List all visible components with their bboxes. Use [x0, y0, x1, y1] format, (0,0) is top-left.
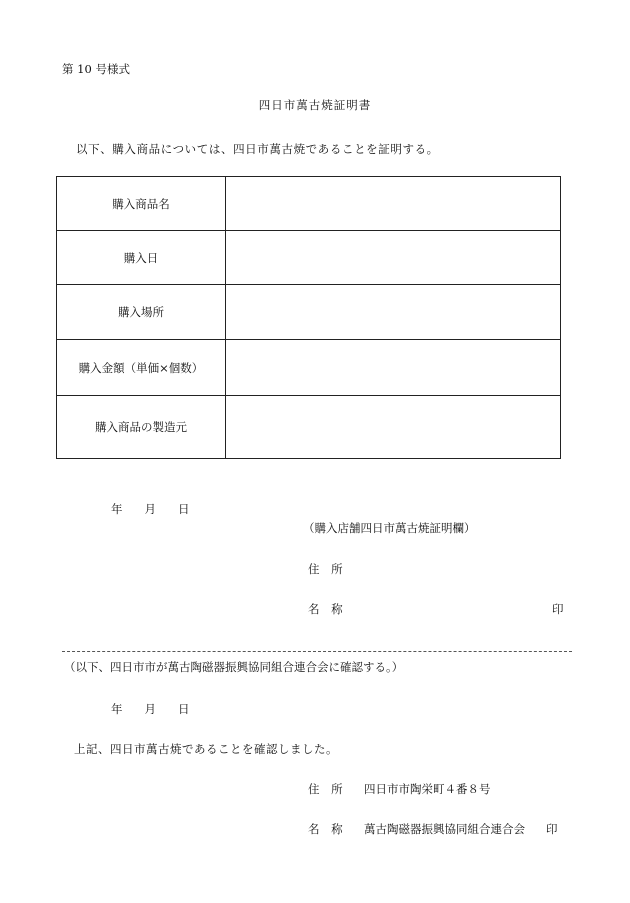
confirmation-date-line	[111, 704, 190, 716]
month-label: 月	[144, 702, 156, 716]
shop-name-label: 名 称	[308, 602, 347, 616]
confirmation-name-value: 萬古陶磁器振興協同組合連合会	[364, 822, 525, 836]
year-label: 年	[111, 702, 123, 716]
section-divider	[62, 651, 572, 652]
row-label: 購入金額（単価×個数）	[57, 340, 226, 396]
table-row-purchase-amount	[57, 340, 561, 396]
month-label: 月	[144, 502, 156, 516]
confirmation-address-label: 住 所	[308, 782, 347, 796]
row-label: 購入商品名	[57, 177, 226, 231]
day-label: 日	[178, 502, 190, 516]
manufacturer-field[interactable]	[226, 396, 561, 459]
shop-address-label: 住 所	[308, 562, 347, 576]
table-row-purchase-date	[57, 231, 561, 285]
confirmation-seal-mark: 印	[546, 822, 558, 836]
confirmation-text: 上記、四日市萬古焼であることを確認しました。	[74, 742, 338, 756]
shop-section-caption: （購入店舗四日市萬古焼証明欄）	[303, 521, 476, 535]
table-row-purchase-place	[57, 285, 561, 340]
confirmation-address-value: 四日市市陶栄町４番８号	[364, 782, 491, 796]
purchase-date-field[interactable]	[226, 231, 561, 285]
confirmation-note: （以下、四日市市が萬古陶磁器振興協同組合連合会に確認する。）	[64, 660, 404, 674]
purchase-amount-field[interactable]	[226, 340, 561, 396]
table-row-product-name	[57, 177, 561, 231]
row-label: 購入場所	[57, 285, 226, 340]
shop-date-line	[111, 504, 190, 516]
form-number: 第 10 号様式	[62, 62, 130, 76]
row-label: 購入日	[57, 231, 226, 285]
document-title: 四日市萬古焼証明書	[258, 98, 372, 112]
confirmation-name-label: 名 称	[308, 822, 347, 836]
shop-seal-mark: 印	[552, 602, 564, 616]
year-label: 年	[111, 502, 123, 516]
table-row-manufacturer	[57, 396, 561, 459]
row-label: 購入商品の製造元	[57, 396, 226, 459]
purchase-place-field[interactable]	[226, 285, 561, 340]
product-name-field[interactable]	[226, 177, 561, 231]
intro-text: 以下、購入商品については、四日市萬古焼であることを証明する。	[76, 142, 439, 156]
certificate-table	[56, 176, 561, 459]
day-label: 日	[178, 702, 190, 716]
